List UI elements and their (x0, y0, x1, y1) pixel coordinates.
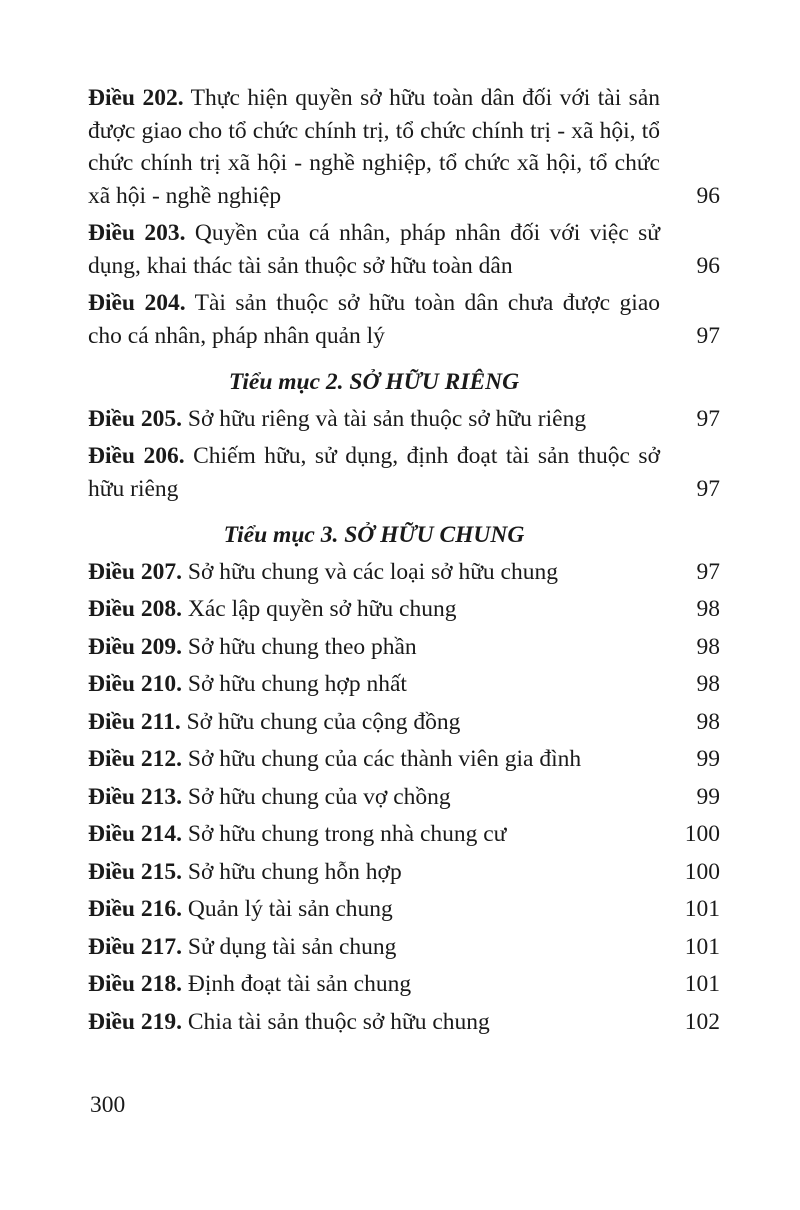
toc-entry-216 (88, 893, 720, 926)
page-reference: 96 (696, 182, 720, 209)
toc-entry-213 (88, 781, 720, 814)
toc-entry-text (88, 287, 720, 352)
toc-entry-text (88, 631, 720, 664)
article-number: Điều 210. (88, 671, 182, 697)
toc-entry-206 (88, 440, 720, 505)
toc-entry-text (88, 893, 720, 926)
page-reference: 101 (684, 933, 720, 960)
toc-entry-text (88, 82, 720, 212)
page-reference: 99 (696, 746, 720, 772)
article-title: Chiếm hữu, sử dụng, định đoạt tài sản thuộc sở hữu riêng (88, 443, 660, 502)
toc-entry-212 (88, 743, 720, 776)
article-title: Tài sản thuộc sở hữu toàn dân chưa được giao cho cá nhân, pháp nhân quản lý (88, 290, 661, 349)
article-number: Điều 217. (88, 933, 182, 960)
toc-entry-207 (88, 556, 720, 589)
article-number: Điều 213. (88, 783, 182, 810)
toc-entry-text (88, 556, 720, 589)
subsection-heading-2: Tiểu mục 2. SỞ HỮU RIÊNG (228, 369, 520, 395)
article-number: Điều 207. (88, 558, 182, 585)
toc-entry-219 (88, 1006, 720, 1039)
article-number: Điều 205. (88, 405, 182, 432)
toc-entry-text (88, 593, 720, 626)
toc-entry-205 (88, 403, 720, 436)
toc-entry-text (88, 968, 720, 1001)
toc-entry-text (88, 668, 720, 701)
toc-entry-text (88, 403, 720, 436)
toc-entry-text (88, 931, 720, 964)
article-title: Thực hiện quyền sở hữu toàn dân đối với tài sản được giao cho tổ chức chính trị, tổ chức chính trị - xã hội, tổ chức chính trị xã hội - nghề nghiệp, tổ chức xã hội, tổ chức xã hội - nghề nghiệp (88, 85, 660, 209)
toc-entry-215 (88, 856, 720, 889)
page-reference: 97 (696, 405, 720, 432)
article-number: Điều 206. (88, 443, 185, 469)
toc-entry-204 (88, 287, 720, 352)
article-title: Sở hữu chung theo phần (187, 633, 417, 660)
page-reference: 98 (696, 671, 720, 697)
toc-entry-211 (88, 706, 720, 739)
page-reference: 100 (684, 821, 720, 847)
article-number: Điều 204. (88, 290, 186, 316)
toc-entry-218 (88, 968, 720, 1001)
toc-entry-209 (88, 631, 720, 664)
article-number: Điều 209. (88, 633, 182, 660)
article-title: Sở hữu riêng và tài sản thuộc sở hữu riêng (187, 405, 587, 432)
page-reference: 98 (696, 596, 720, 622)
page-reference: 97 (696, 322, 720, 349)
article-number: Điều 212. (88, 746, 182, 772)
article-number: Điều 208. (88, 596, 182, 622)
page-reference: 96 (696, 252, 720, 279)
toc-entry-text (88, 818, 720, 851)
table-of-contents (88, 82, 720, 1043)
page-reference: 98 (696, 708, 720, 735)
page-reference: 101 (684, 896, 720, 922)
page-reference: 97 (696, 475, 720, 502)
article-title: Xác lập quyền sở hữu chung (187, 596, 457, 622)
toc-entry-text (88, 1006, 720, 1039)
toc-entry-text (88, 856, 720, 889)
toc-entry-text (88, 743, 720, 776)
article-number: Điều 215. (88, 858, 182, 885)
toc-entry-text (88, 217, 720, 282)
article-title: Sử dụng tài sản chung (187, 933, 397, 960)
toc-entry-217 (88, 931, 720, 964)
toc-entry-text (88, 706, 720, 739)
article-title: Quyền của cá nhân, pháp nhân đối với việc sử dụng, khai thác tài sản thuộc sở hữu toàn dân (88, 220, 661, 279)
article-number: Điều 218. (88, 971, 182, 997)
subsection-heading-3: Tiểu mục 3. SỞ HỮU CHUNG (223, 522, 525, 548)
toc-entry-203 (88, 217, 720, 282)
article-number: Điều 219. (88, 1008, 182, 1035)
article-title: Sở hữu chung trong nhà chung cư (187, 821, 507, 847)
page-reference: 101 (684, 971, 720, 997)
toc-entry-210 (88, 668, 720, 701)
article-title: Chia tài sản thuộc sở hữu chung (187, 1008, 490, 1035)
page-number: 300 (90, 1092, 126, 1118)
article-title: Định đoạt tài sản chung (187, 971, 412, 997)
article-number: Điều 202. (88, 85, 184, 111)
article-number: Điều 211. (88, 708, 181, 735)
toc-entry-text (88, 781, 720, 814)
article-number: Điều 216. (88, 896, 182, 922)
article-title: Sở hữu chung của các thành viên gia đình (187, 746, 582, 772)
article-title: Sở hữu chung của cộng đồng (186, 708, 461, 735)
article-title: Sở hữu chung hỗn hợp (187, 858, 402, 885)
page-reference: 97 (696, 558, 720, 585)
article-number: Điều 214. (88, 821, 182, 847)
article-title: Sở hữu chung hợp nhất (187, 671, 407, 697)
article-title: Quản lý tài sản chung (187, 896, 393, 922)
page-reference: 99 (696, 783, 720, 810)
page-reference: 102 (684, 1008, 720, 1035)
article-title: Sở hữu chung của vợ chồng (187, 783, 451, 810)
article-number: Điều 203. (88, 220, 186, 246)
page-reference: 100 (684, 858, 720, 885)
toc-entry-208 (88, 593, 720, 626)
toc-entry-text (88, 440, 720, 505)
article-title: Sở hữu chung và các loại sở hữu chung (187, 558, 558, 585)
toc-entry-202 (88, 82, 720, 212)
toc-entry-214 (88, 818, 720, 851)
page-reference: 98 (696, 633, 720, 660)
